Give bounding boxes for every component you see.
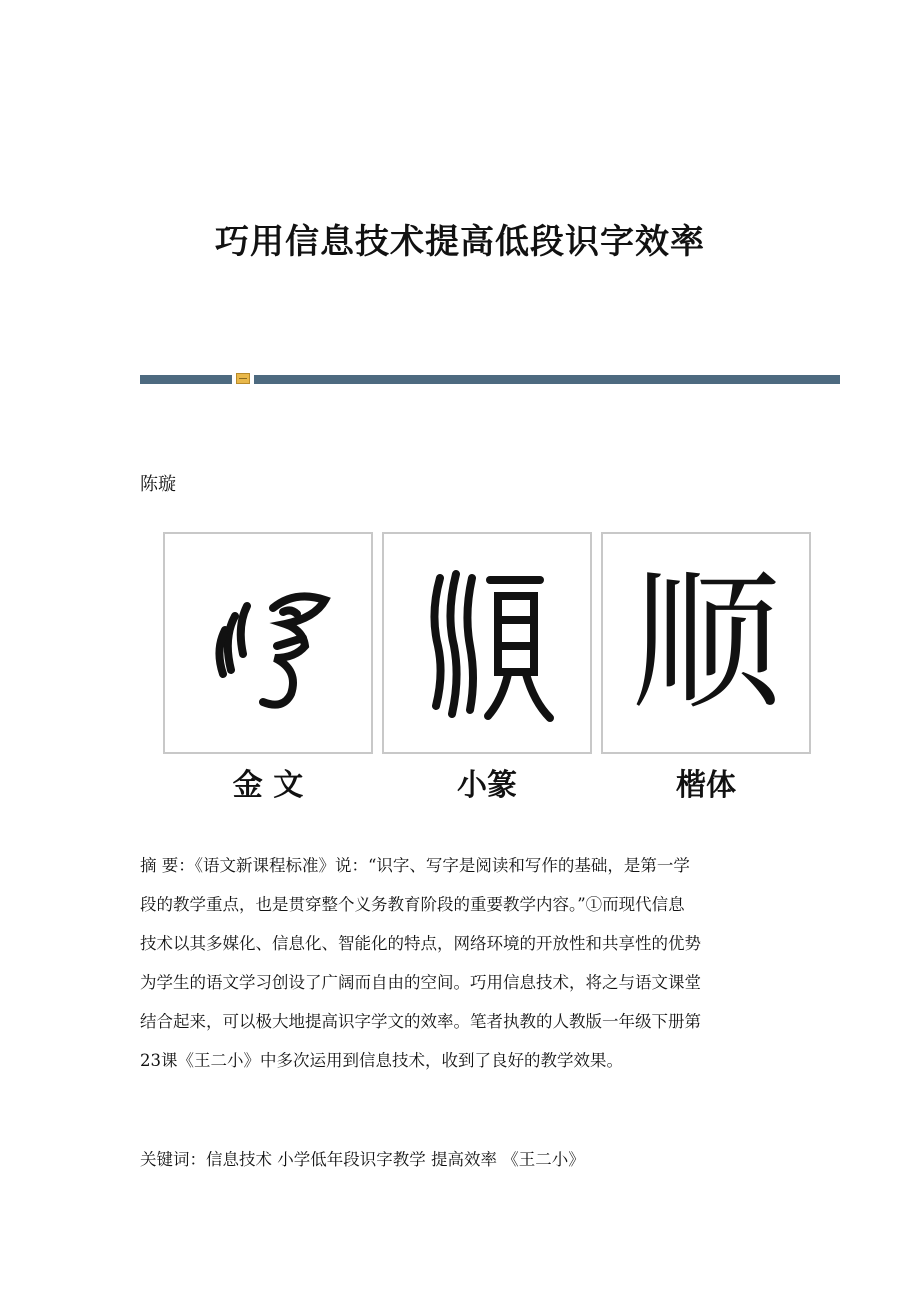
keywords-line: 关键词：信息技术 小学低年段识字教学 提高效率 《王二小》 bbox=[140, 1150, 585, 1169]
caption-regular: 楷体 bbox=[676, 768, 736, 803]
regular-script-glyph: 顺 bbox=[630, 556, 781, 730]
caption-bronze: 金 文 bbox=[232, 768, 304, 803]
divider-envelope-icon bbox=[236, 373, 250, 384]
abstract-line: 段的教学重点，也是贯穿整个义务教育阶段的重要教学内容。”①而现代信息 bbox=[140, 895, 685, 914]
document-title: 巧用信息技术提高低段识字效率 bbox=[215, 222, 705, 262]
abstract-paragraph bbox=[140, 846, 780, 1080]
regular-script-panel bbox=[601, 532, 811, 754]
divider-bar-right bbox=[254, 375, 840, 384]
abstract-line: 为学生的语文学习创设了广阔而自由的空间。巧用信息技术，将之与语文课堂 bbox=[140, 973, 701, 992]
character-evolution-figure bbox=[140, 522, 840, 820]
small-seal-glyph bbox=[384, 534, 590, 752]
abstract-line: 摘 要：《语文新课程标准》说：“识字、写字是阅读和写作的基础，是第一学 bbox=[140, 856, 690, 875]
bronze-script-panel bbox=[163, 532, 373, 754]
author-name: 陈璇 bbox=[140, 474, 176, 495]
caption-seal: 小篆 bbox=[457, 768, 517, 803]
bronze-script-glyph bbox=[165, 534, 371, 752]
divider-bar-left bbox=[140, 375, 232, 384]
title-divider bbox=[140, 375, 840, 384]
abstract-line: 技术以其多媒化、信息化、智能化的特点，网络环境的开放性和共享性的优势 bbox=[140, 934, 701, 953]
abstract-line: 23课《王二小》中多次运用到信息技术，收到了良好的教学效果。 bbox=[140, 1051, 623, 1070]
small-seal-panel bbox=[382, 532, 592, 754]
abstract-line: 结合起来，可以极大地提高识字学文的效率。笔者执教的人教版一年级下册第 bbox=[140, 1012, 701, 1031]
